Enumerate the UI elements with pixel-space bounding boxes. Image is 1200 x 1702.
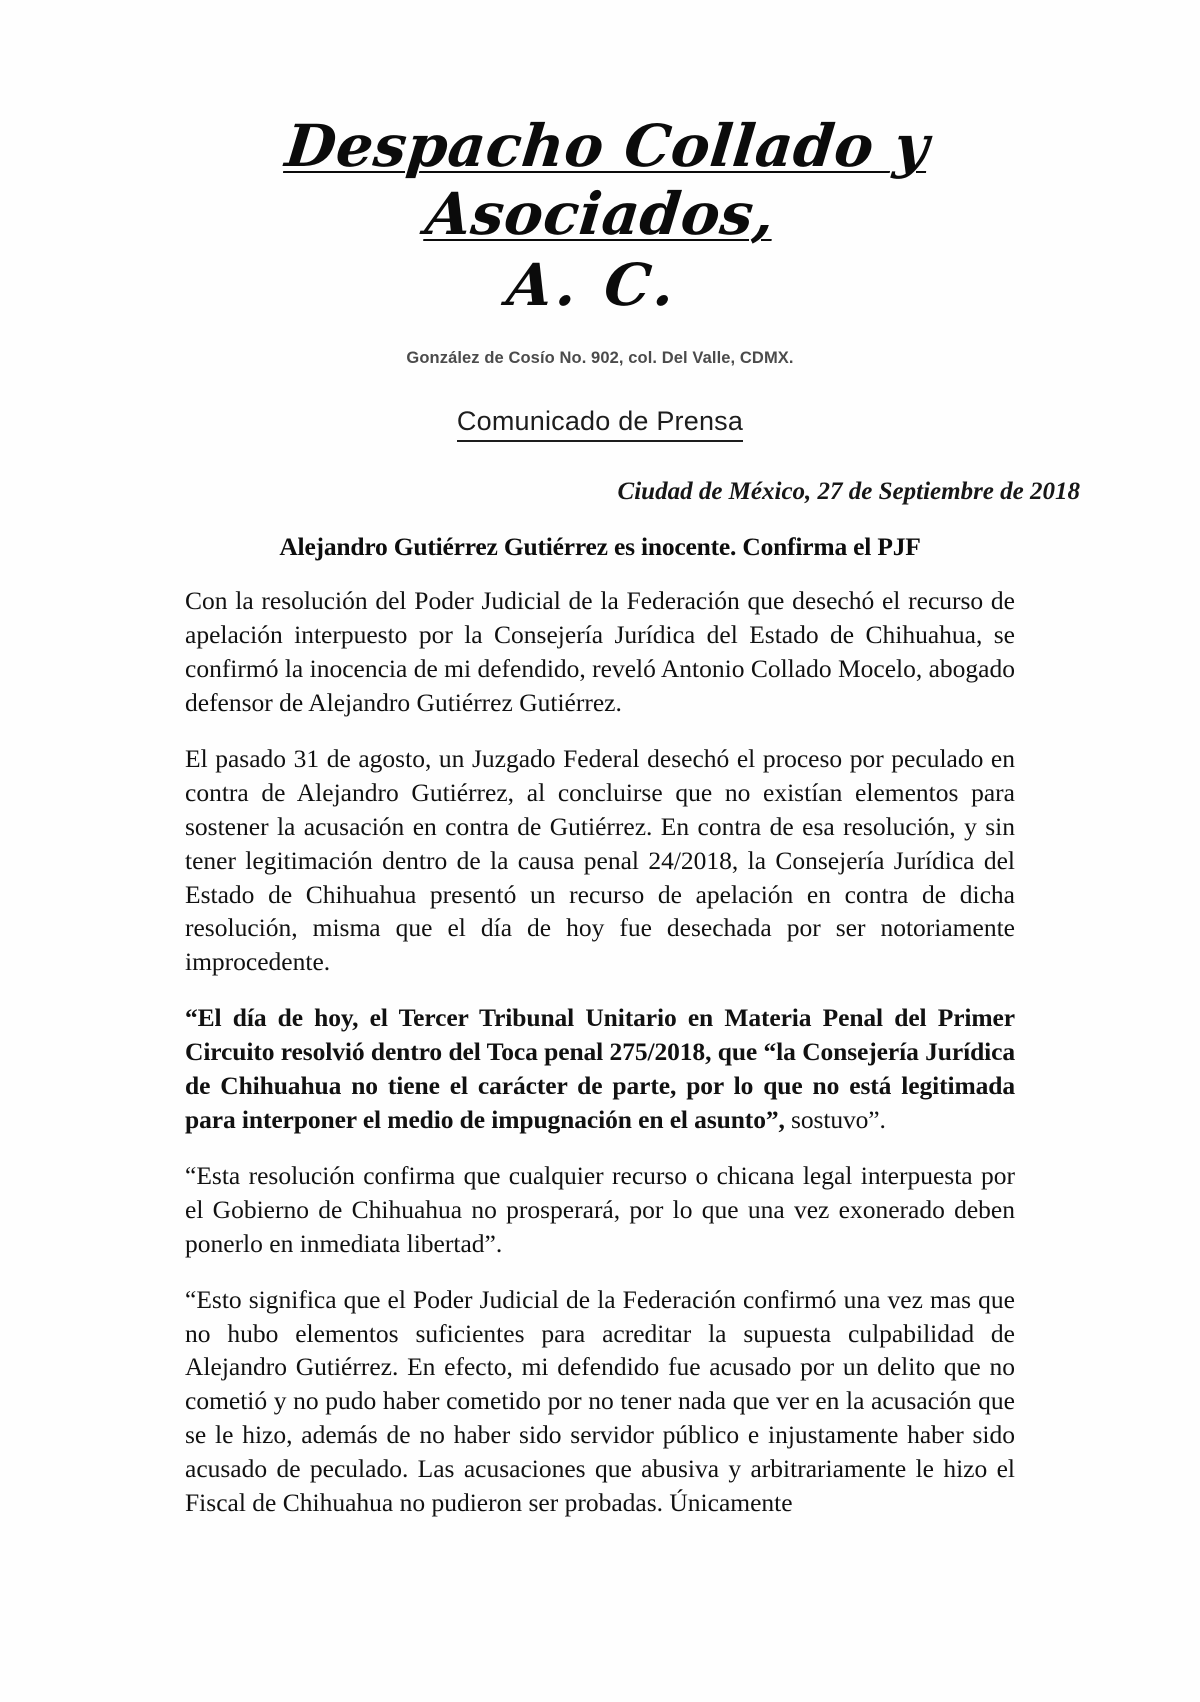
paragraph-4: “Esta resolución confirma que cualquier recurso o chicana legal interpuesta por el Gobierno de Chihuahua no prosperará, por lo que una vez exonerado deben ponerlo en inmediata libertad”. bbox=[185, 1160, 1015, 1258]
firm-name bbox=[174, 112, 1026, 319]
press-release-title bbox=[0, 406, 1200, 442]
letterhead bbox=[0, 0, 1200, 368]
press-release-title-text: Comunicado de Prensa bbox=[457, 406, 743, 442]
paragraph-3-quote bbox=[185, 1001, 1015, 1137]
paragraph-1: Con la resolución del Poder Judicial de la Federación que desechó el recurso de apelación interpuesto por la Consejería Jurídica del Estado de Chihuahua, se confirmó la inocencia de mi defendido, reveló Antonio Collado Mocelo, abogado defensor de Alejandro Gutiérrez Gutiérrez. bbox=[185, 586, 1015, 718]
paragraph-5: “Esto significa que el Poder Judicial de la Federación confirmó una vez mas que no hubo elementos suficientes para acreditar la supuesta culpabilidad de Alejandro Gutiérrez. En efecto, mi defendido fue acusado por un delito que no cometió y no pudo haber cometido por no tener nada que ver en la acusación que se le hizo, además de no haber sido servidor público e injustamente haber sido acusado de peculado. Las acusaciones que abusiva y arbitrariamente le hizo el Fiscal de Chihuahua no pudieron ser probadas. Únicamente bbox=[185, 1284, 1015, 1518]
firm-name-line-2: A. C. bbox=[503, 250, 682, 319]
firm-name-line-1: Despacho Collado y Asociados, bbox=[282, 112, 933, 249]
dateline: Ciudad de México, 27 de Septiembre de 2018 bbox=[617, 478, 1080, 506]
body-copy bbox=[185, 562, 1015, 1520]
quote-attribution-text: sostuvo”. bbox=[784, 1105, 886, 1134]
quote-bold-text: “El día de hoy, el Tercer Tribunal Unitario en Materia Penal del Primer Circuito resolvió dentro del Toca penal 275/2018, que “la Consejería Jurídica de Chihuahua no tiene el carácter de parte, por lo que no está legitimada para interponer el medio de impugnación en el asunto”, bbox=[185, 1003, 1015, 1134]
headline: Alejandro Gutiérrez Gutiérrez es inocente. Confirma el PJF bbox=[279, 532, 921, 562]
paragraph-2: El pasado 31 de agosto, un Juzgado Federal desechó el proceso por peculado en contra de Alejandro Gutiérrez, al concluirse que no existían elementos para sostener la acusación en contra de Gutiérrez. En contra de esa resolución, y sin tener legitimación dentro de la causa penal 24/2018, la Consejería Jurídica del Estado de Chihuahua presentó un recurso de apelación en contra de dicha resolución, misma que el día de hoy fue desechada por ser notoriamente improcedente. bbox=[185, 743, 1015, 977]
firm-address: González de Cosío No. 902, col. Del Valle, CDMX. bbox=[406, 349, 794, 368]
